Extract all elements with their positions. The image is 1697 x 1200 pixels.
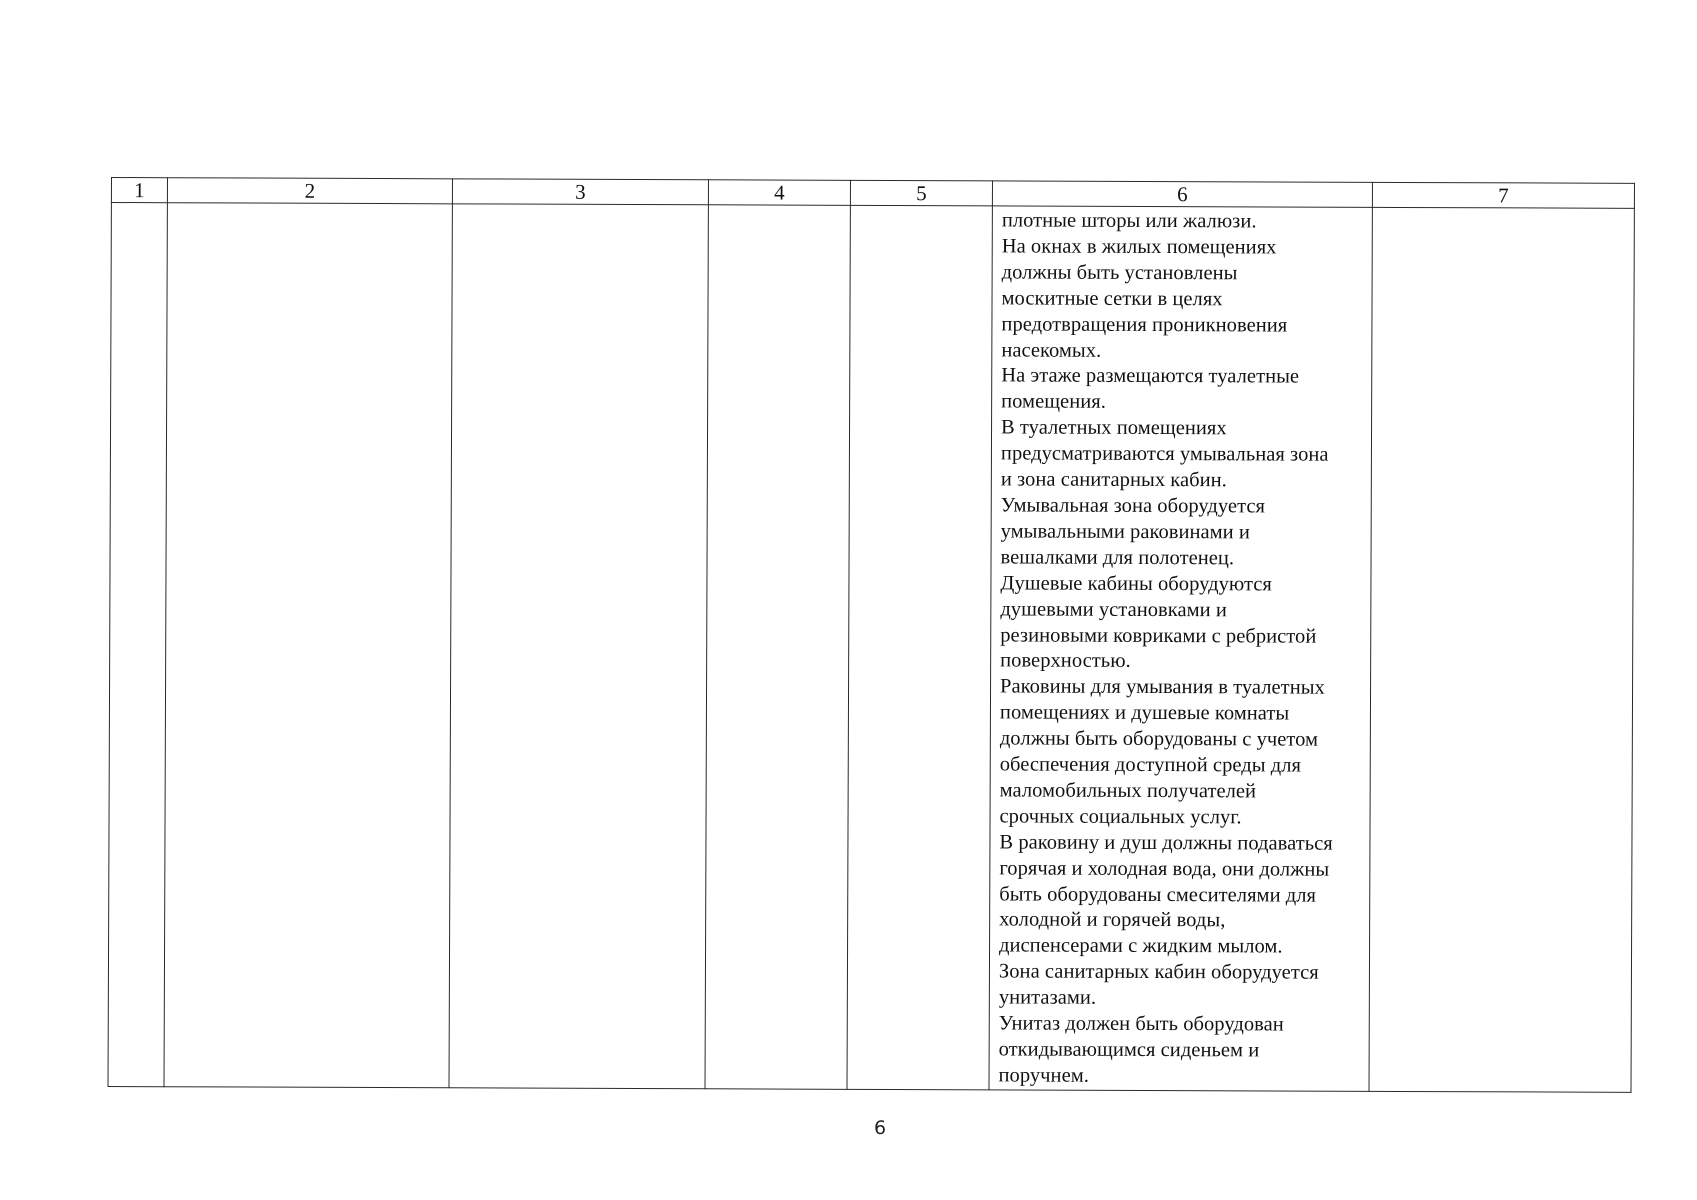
cell-col-2-text (168, 203, 452, 206)
cell-col-1-text (112, 203, 167, 205)
requirements-text: плотные шторы или жалюзи. На окнах в жилых помещениях должны быть установлены москитные сетки в целях предотвращения проникновения насекомых. На этаже размещаются туалетные помещения. В туалетных помещениях предусматриваются умывальная зона и зона санитарных кабин. Умывальная зона оборудуется умывальными раковинами и вешалками для полотенец. Душевые кабины оборудуются душевыми установками и резиновыми ковриками с ребристой поверхностью. Раковины для умывания в туалетных помещениях и душевые комнаты должны быть оборудованы с учетом обеспечения доступной среды для маломобильных получателей срочных социальных услуг. В раковину и душ должны подаваться горячая и холодная вода, они должны быть оборудованы смесителями для холодной и горячей воды, диспенсерами с жидким мылом. Зона санитарных кабин оборудуется унитазами. Унитаз должен быть оборудован откидывающимся сиденьем и поручнем. (998, 209, 1333, 1087)
cell-col-7-text (1373, 208, 1634, 211)
column-header-3: 3 (452, 179, 708, 205)
table-row (108, 203, 1634, 1093)
cell-col-7 (1369, 207, 1634, 1092)
cell-col-3-text (453, 204, 708, 207)
page-number: 6 (873, 1117, 887, 1139)
cell-col-6 (989, 206, 1372, 1091)
cell-col-2 (164, 203, 452, 1088)
column-header-1: 1 (111, 178, 167, 203)
column-header-2: 2 (167, 178, 452, 204)
cell-col-1 (108, 203, 167, 1087)
cell-col-5 (847, 205, 992, 1089)
cell-col-5-text (851, 206, 992, 209)
column-header-7: 7 (1372, 182, 1634, 208)
column-header-5: 5 (850, 180, 992, 206)
cell-col-4-text (709, 205, 850, 208)
column-header-6: 6 (992, 181, 1372, 207)
cell-col-4 (705, 205, 850, 1089)
column-header-4: 4 (708, 180, 850, 206)
cell-col-3 (449, 204, 708, 1089)
content-table (108, 177, 1635, 1093)
